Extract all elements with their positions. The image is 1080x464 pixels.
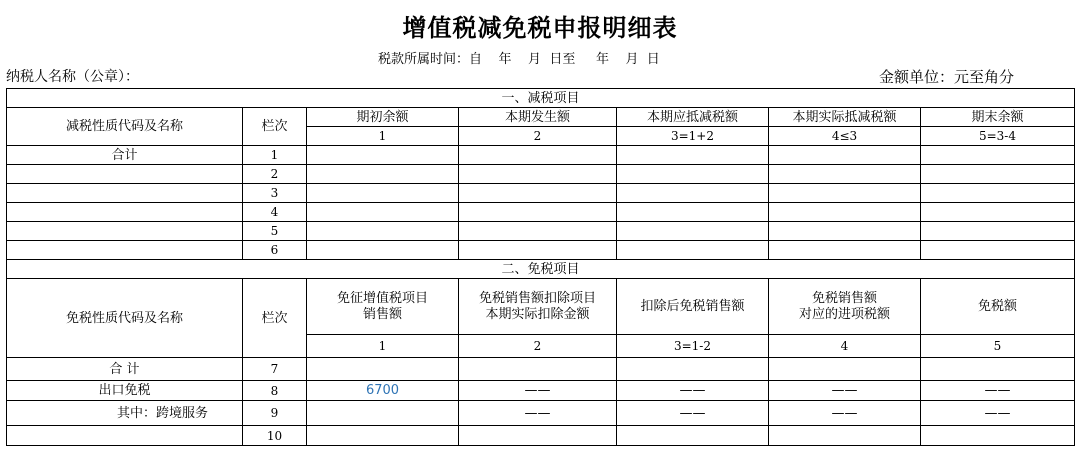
amount-cell[interactable] [459, 426, 617, 446]
amount-cell[interactable] [769, 426, 921, 446]
exemption-section-title: 二、免税项目 [7, 260, 1075, 279]
row-name[interactable] [7, 426, 243, 446]
amount-cell[interactable] [307, 426, 459, 446]
taxpayer-name-label: 纳税人名称（公章）： [6, 69, 139, 85]
declaration-table [6, 88, 1075, 446]
exemption-col-header: 免税销售额扣除项目 本期实际扣除金额 [459, 279, 617, 335]
amount-cell[interactable] [617, 184, 769, 203]
amount-cell[interactable] [459, 165, 617, 184]
row-line-number: 5 [243, 222, 307, 241]
table-row [7, 222, 1075, 241]
amount-cell[interactable] [769, 241, 921, 260]
amount-cell[interactable] [459, 203, 617, 222]
amount-cell[interactable] [769, 358, 921, 381]
amount-cell[interactable] [459, 184, 617, 203]
reduction-name-header: 减税性质代码及名称 [7, 108, 243, 146]
amount-cell[interactable] [921, 184, 1075, 203]
amount-cell[interactable]: —— [921, 381, 1075, 401]
row-line-number: 8 [243, 381, 307, 401]
amount-cell[interactable] [769, 146, 921, 165]
amount-cell[interactable] [307, 358, 459, 381]
amount-cell[interactable] [307, 401, 459, 426]
exemption-col-number: 5 [921, 335, 1075, 358]
amount-cell[interactable] [307, 146, 459, 165]
amount-cell[interactable]: —— [769, 401, 921, 426]
row-line-number: 10 [243, 426, 307, 446]
amount-cell[interactable] [921, 146, 1075, 165]
reduction-section-title: 一、减税项目 [7, 89, 1075, 108]
amount-cell[interactable] [459, 358, 617, 381]
row-line-number: 7 [243, 358, 307, 381]
row-line-number: 6 [243, 241, 307, 260]
reduction-col-header: 期末余额 [921, 108, 1075, 127]
amount-cell[interactable] [617, 241, 769, 260]
row-line-number: 4 [243, 203, 307, 222]
amount-cell[interactable] [921, 203, 1075, 222]
amount-cell[interactable] [459, 222, 617, 241]
amount-cell[interactable]: —— [617, 381, 769, 401]
table-row [7, 146, 1075, 165]
table-row [7, 165, 1075, 184]
row-line-number: 2 [243, 165, 307, 184]
amount-cell[interactable]: —— [617, 401, 769, 426]
amount-cell[interactable] [921, 165, 1075, 184]
tax-period: 税款所属时间：自 年 月 日至 年 月 日 [378, 52, 660, 67]
amount-cell[interactable] [617, 426, 769, 446]
form-title: 增值税减免税申报明细表 [402, 13, 678, 42]
amount-cell[interactable] [617, 165, 769, 184]
amount-cell[interactable] [307, 222, 459, 241]
table-row [7, 381, 1075, 401]
exemption-col-number: 4 [769, 335, 921, 358]
reduction-col-header: 本期应抵减税额 [617, 108, 769, 127]
row-name[interactable] [7, 222, 243, 241]
amount-cell[interactable] [617, 146, 769, 165]
amount-cell[interactable] [459, 146, 617, 165]
table-row [7, 426, 1075, 446]
amount-cell[interactable] [921, 358, 1075, 381]
amount-cell[interactable]: —— [459, 401, 617, 426]
amount-cell[interactable] [307, 203, 459, 222]
amount-cell[interactable] [769, 203, 921, 222]
amount-unit-label: 金额单位：元至角分 [878, 68, 1014, 86]
reduction-col-number: 5=3-4 [921, 127, 1075, 146]
table-row [7, 184, 1075, 203]
amount-cell[interactable] [921, 426, 1075, 446]
amount-cell[interactable]: —— [769, 381, 921, 401]
row-line-number: 9 [243, 401, 307, 426]
reduction-col-number: 3=1+2 [617, 127, 769, 146]
amount-cell[interactable] [617, 358, 769, 381]
exemption-col-header: 免税额 [921, 279, 1075, 335]
amount-cell[interactable]: —— [459, 381, 617, 401]
amount-cell[interactable]: 6700 [307, 381, 459, 401]
reduction-col-header: 期初余额 [307, 108, 459, 127]
amount-cell[interactable] [459, 241, 617, 260]
reduction-col-number: 1 [307, 127, 459, 146]
amount-cell[interactable] [769, 222, 921, 241]
exemption-col-number: 2 [459, 335, 617, 358]
reduction-col-number: 4≤3 [769, 127, 921, 146]
amount-cell[interactable] [921, 241, 1075, 260]
reduction-col-header: 本期发生额 [459, 108, 617, 127]
row-name: 合 计 [7, 358, 243, 381]
exemption-name-header: 免税性质代码及名称 [7, 279, 243, 358]
amount-cell[interactable]: —— [921, 401, 1075, 426]
table-row [7, 241, 1075, 260]
row-name: 出口免税 [7, 381, 243, 401]
amount-cell[interactable] [307, 241, 459, 260]
table-row [7, 203, 1075, 222]
exemption-col-header: 免税销售额 对应的进项税额 [769, 279, 921, 335]
amount-cell[interactable] [921, 222, 1075, 241]
row-name[interactable] [7, 241, 243, 260]
amount-cell[interactable] [617, 203, 769, 222]
exemption-line-header: 栏次 [243, 279, 307, 358]
amount-cell[interactable] [769, 165, 921, 184]
row-line-number: 3 [243, 184, 307, 203]
amount-cell[interactable] [769, 184, 921, 203]
exemption-col-number: 3=1-2 [617, 335, 769, 358]
table-row [7, 401, 1075, 426]
exemption-col-number: 1 [307, 335, 459, 358]
reduction-line-header: 栏次 [243, 108, 307, 146]
table-row [7, 358, 1075, 381]
reduction-col-number: 2 [459, 127, 617, 146]
exemption-col-header: 扣除后免税销售额 [617, 279, 769, 335]
row-name[interactable] [7, 184, 243, 203]
row-name: 合计 [7, 146, 243, 165]
row-name[interactable] [7, 203, 243, 222]
amount-cell[interactable] [307, 184, 459, 203]
row-name[interactable] [7, 165, 243, 184]
amount-cell[interactable] [307, 165, 459, 184]
exemption-col-header: 免征增值税项目 销售额 [307, 279, 459, 335]
row-name: 其中：跨境服务 [7, 401, 243, 426]
row-line-number: 1 [243, 146, 307, 165]
reduction-col-header: 本期实际抵减税额 [769, 108, 921, 127]
amount-cell[interactable] [617, 222, 769, 241]
